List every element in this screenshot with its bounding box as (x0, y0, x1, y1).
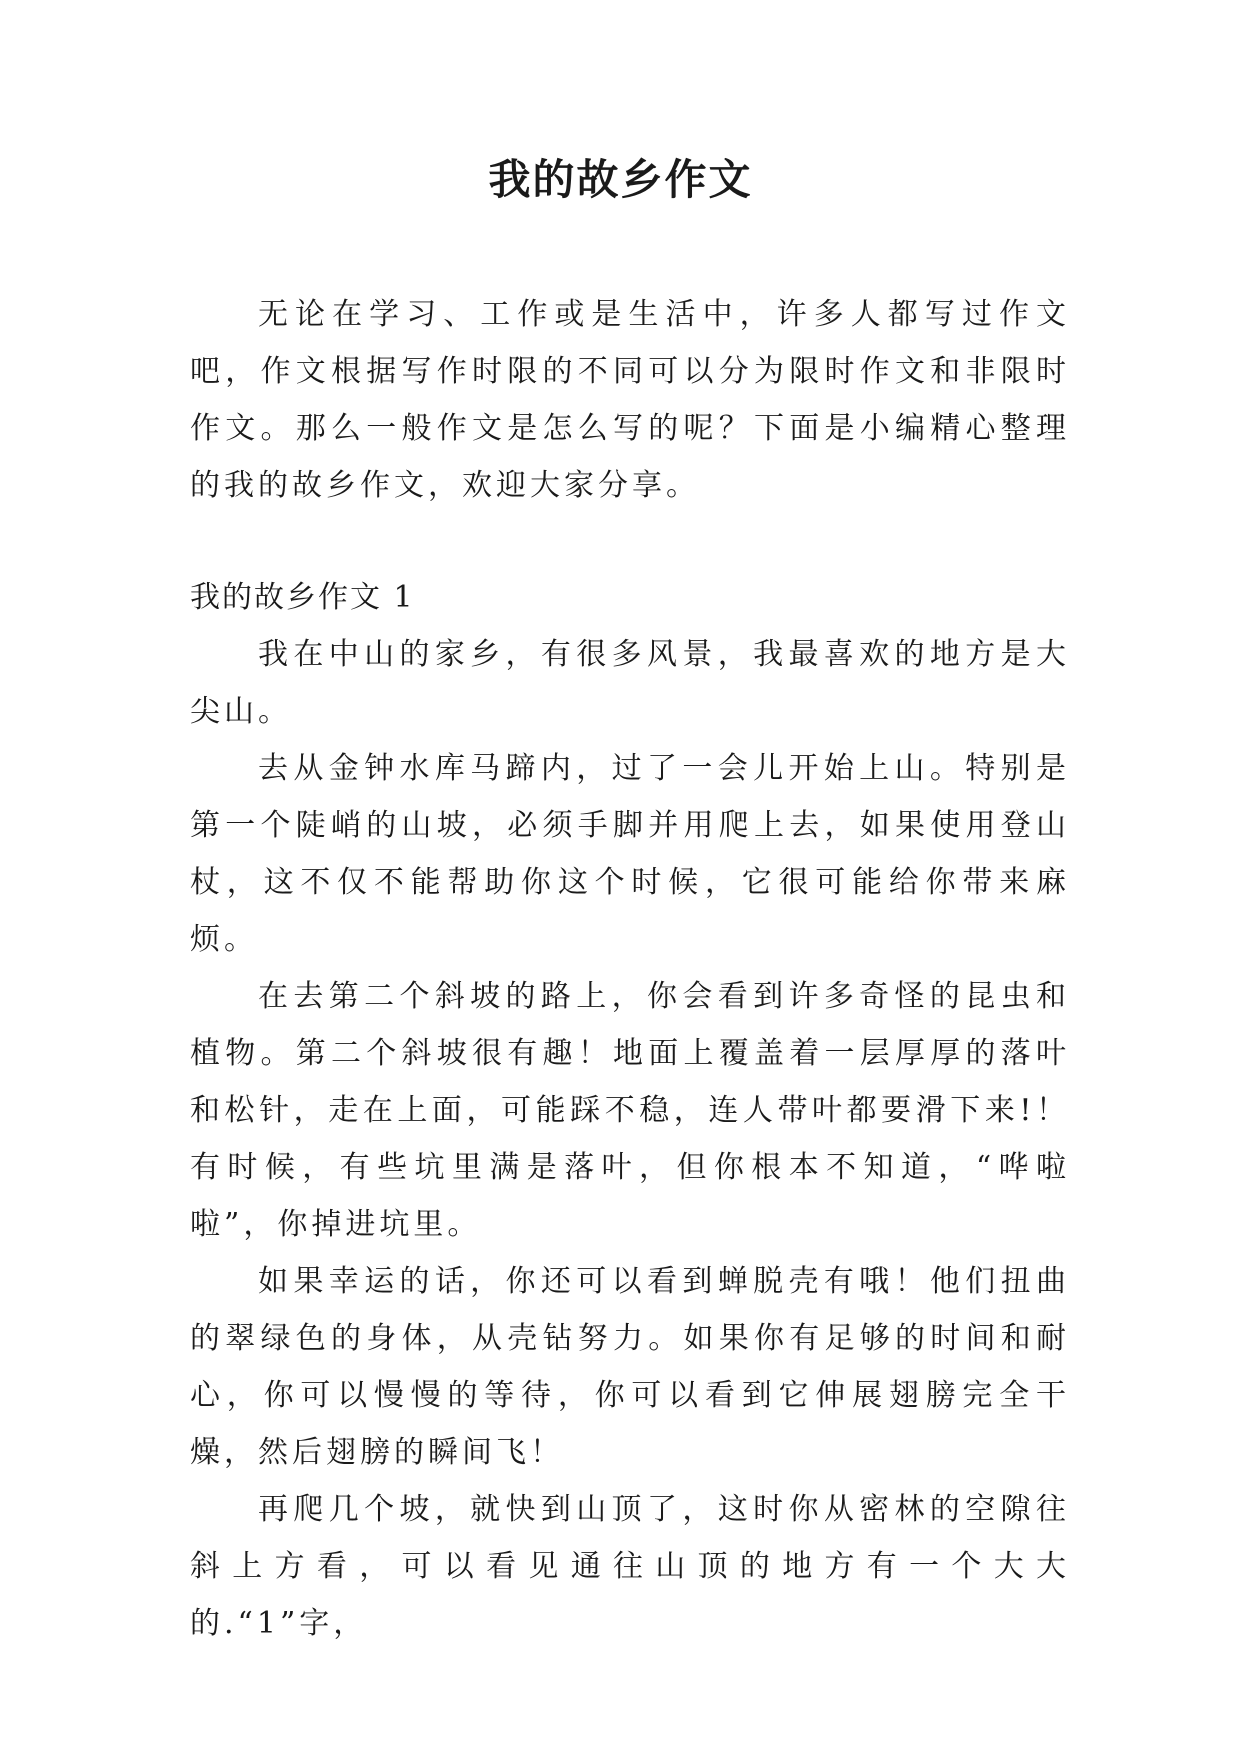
body-paragraph: 再爬几个坡，就快到山顶了，这时你从密林的空隙往斜上方看，可以看见通往山顶的地方有一个大大的.“1”字， (190, 1492, 1070, 1641)
body-paragraph: 去从金钟水库马蹄内，过了一会儿开始上山。特别是第一个陡峭的山坡，必须手脚并用爬上去，如果使用登山杖，这不仅不能帮助你这个时候，它很可能给你带来麻烦。 (190, 751, 1070, 957)
body-paragraph: 我在中山的家乡，有很多风景，我最喜欢的地方是大尖山。 (190, 637, 1070, 729)
section-heading: 我的故乡作文 1 (190, 580, 415, 615)
document-title: 我的故乡作文 (488, 155, 753, 204)
body-paragraph: 在去第二个斜坡的路上，你会看到许多奇怪的昆虫和植物。第二个斜坡很有趣！地面上覆盖着一层厚厚的落叶和松针，走在上面，可能踩不稳，连人带叶都要滑下来!！有时候，有些坑里满是落叶，但你根本不知道，“哗啦啦”，你掉进坑里。 (190, 979, 1070, 1242)
intro-paragraph: 无论在学习、工作或是生活中，许多人都写过作文吧，作文根据写作时限的不同可以分为限时作文和非限时作文。那么一般作文是怎么写的呢？下面是小编精心整理的我的故乡作文，欢迎大家分享。 (190, 297, 1070, 503)
body-paragraph: 如果幸运的话，你还可以看到蝉脱壳有哦！他们扭曲的翠绿色的身体，从壳钻努力。如果你有足够的时间和耐心，你可以慢慢的等待，你可以看到它伸展翅膀完全干燥，然后翅膀的瞬间飞！ (190, 1264, 1070, 1470)
document-body (190, 286, 1070, 1652)
